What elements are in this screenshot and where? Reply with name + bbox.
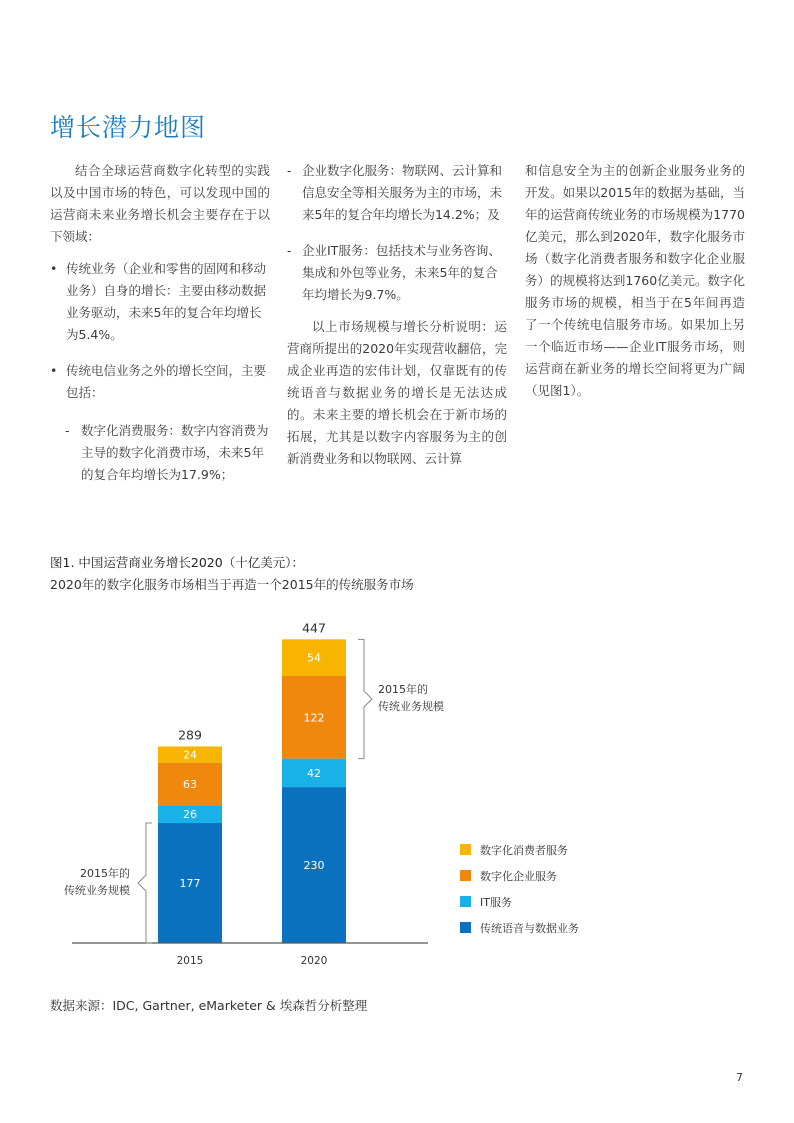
bar-value-label: 54: [307, 651, 321, 665]
sub-item: [50, 420, 270, 486]
text-column-3: [525, 160, 745, 402]
stacked-bar-chart: [0, 600, 794, 990]
annotation-label: 2015年的: [378, 682, 428, 696]
bullet-item: [50, 360, 270, 404]
bar-value-label: 122: [303, 711, 325, 725]
bullet-text: 传统业务（企业和零售的固网和移动业务）自身的增长：主要由移动数据业务驱动，未来5年的复合年均增长为5.4%。: [66, 261, 267, 342]
annotation-label: 传统业务规模: [64, 884, 130, 898]
intro-paragraph: 结合全球运营商数字化转型的实践以及中国市场的特色，可以发现中国的运营商未来业务增长机会主要存在于以下领域：: [50, 163, 270, 244]
bullet-text: 传统电信业务之外的增长空间，主要包括：: [66, 363, 267, 400]
legend-swatch: [460, 844, 471, 855]
bar-value-label: 63: [183, 778, 197, 792]
continued-paragraph: 和信息安全为主的创新企业服务业务的开发。如果以2015年的数据为基础，当年的运营商传统业务的市场规模为1770亿美元，那么到2020年，数字化服务市场（数字化消费者服务和数字化企业服务）的规模将达到1760亿美元。数字化服务市场的规模，相当于在5年间再造了一个传统电信服务市场。如果加上另一个临近市场——企业IT服务市场，则运营商在新业务的增长空间将更为广阔（见图1）。: [525, 163, 745, 398]
bar-total-label: 289: [178, 727, 202, 743]
figure-subtitle: 2020年的数字化服务市场相当于再造一个2015年的传统服务市场: [50, 577, 414, 592]
legend-swatch: [460, 922, 471, 933]
dash-marker: -: [287, 163, 292, 178]
bar-value-label: 177: [179, 877, 201, 891]
bar-value-label: 42: [307, 766, 321, 780]
annotation-label: 2015年的: [80, 867, 130, 881]
bullet-marker: •: [50, 261, 58, 276]
legend-label: 数字化企业服务: [480, 870, 557, 883]
annotation-brace: [138, 823, 152, 943]
bar-value-label: 24: [183, 748, 197, 762]
analysis-paragraph: 以上市场规模与增长分析说明：运营商所提出的2020年实现营收翻倍，完成企业再造的宏伟计划，仅靠既有的传统语音与数据业务的增长是无法达成的。未来主要的增长机会在于新市场的拓展，尤其是以数字内容服务为主的创新消费业务和以物联网、云计算: [287, 319, 507, 466]
bullet-marker: •: [50, 363, 58, 378]
page-title: 增长潜力地图: [50, 113, 207, 142]
sub-item: [287, 240, 507, 306]
sub-item-text: 数字化消费服务：数字内容消费为主导的数字化消费市场，未来5年的复合年均增长为17.9%；: [81, 423, 269, 482]
legend-swatch: [460, 870, 471, 881]
dash-marker: -: [65, 423, 70, 438]
sub-item-text: 企业数字化服务：物联网、云计算和信息安全等相关服务为主的市场，未来5年的复合年均增长为14.2%；及: [302, 163, 503, 222]
page-number: 7: [736, 1071, 743, 1084]
data-source: 数据来源：IDC, Gartner, eMarketer & 埃森哲分析整理: [50, 998, 368, 1013]
legend-label: IT服务: [480, 896, 512, 909]
sub-item-text: 企业IT服务：包括技术与业务咨询、集成和外包等业务，未来5年的复合年均增长为9.7%。: [302, 243, 501, 302]
x-tick-label: 2020: [300, 955, 328, 967]
text-column-2: [287, 160, 507, 470]
bullet-item: [50, 258, 270, 346]
legend-label: 数字化消费者服务: [480, 844, 568, 857]
dash-marker: -: [287, 243, 292, 258]
sub-item: [287, 160, 507, 226]
bar-value-label: 26: [183, 808, 197, 822]
legend-label: 传统语音与数据业务: [480, 922, 579, 935]
bar-value-label: 230: [303, 859, 325, 873]
annotation-label: 传统业务规模: [378, 699, 444, 713]
bar-total-label: 447: [302, 620, 326, 636]
x-tick-label: 2015: [176, 955, 204, 967]
figure-title: 图1. 中国运营商业务增长2020（十亿美元）：: [50, 555, 304, 570]
text-column-1: [50, 160, 270, 486]
legend-swatch: [460, 896, 471, 907]
annotation-brace: [358, 639, 372, 758]
